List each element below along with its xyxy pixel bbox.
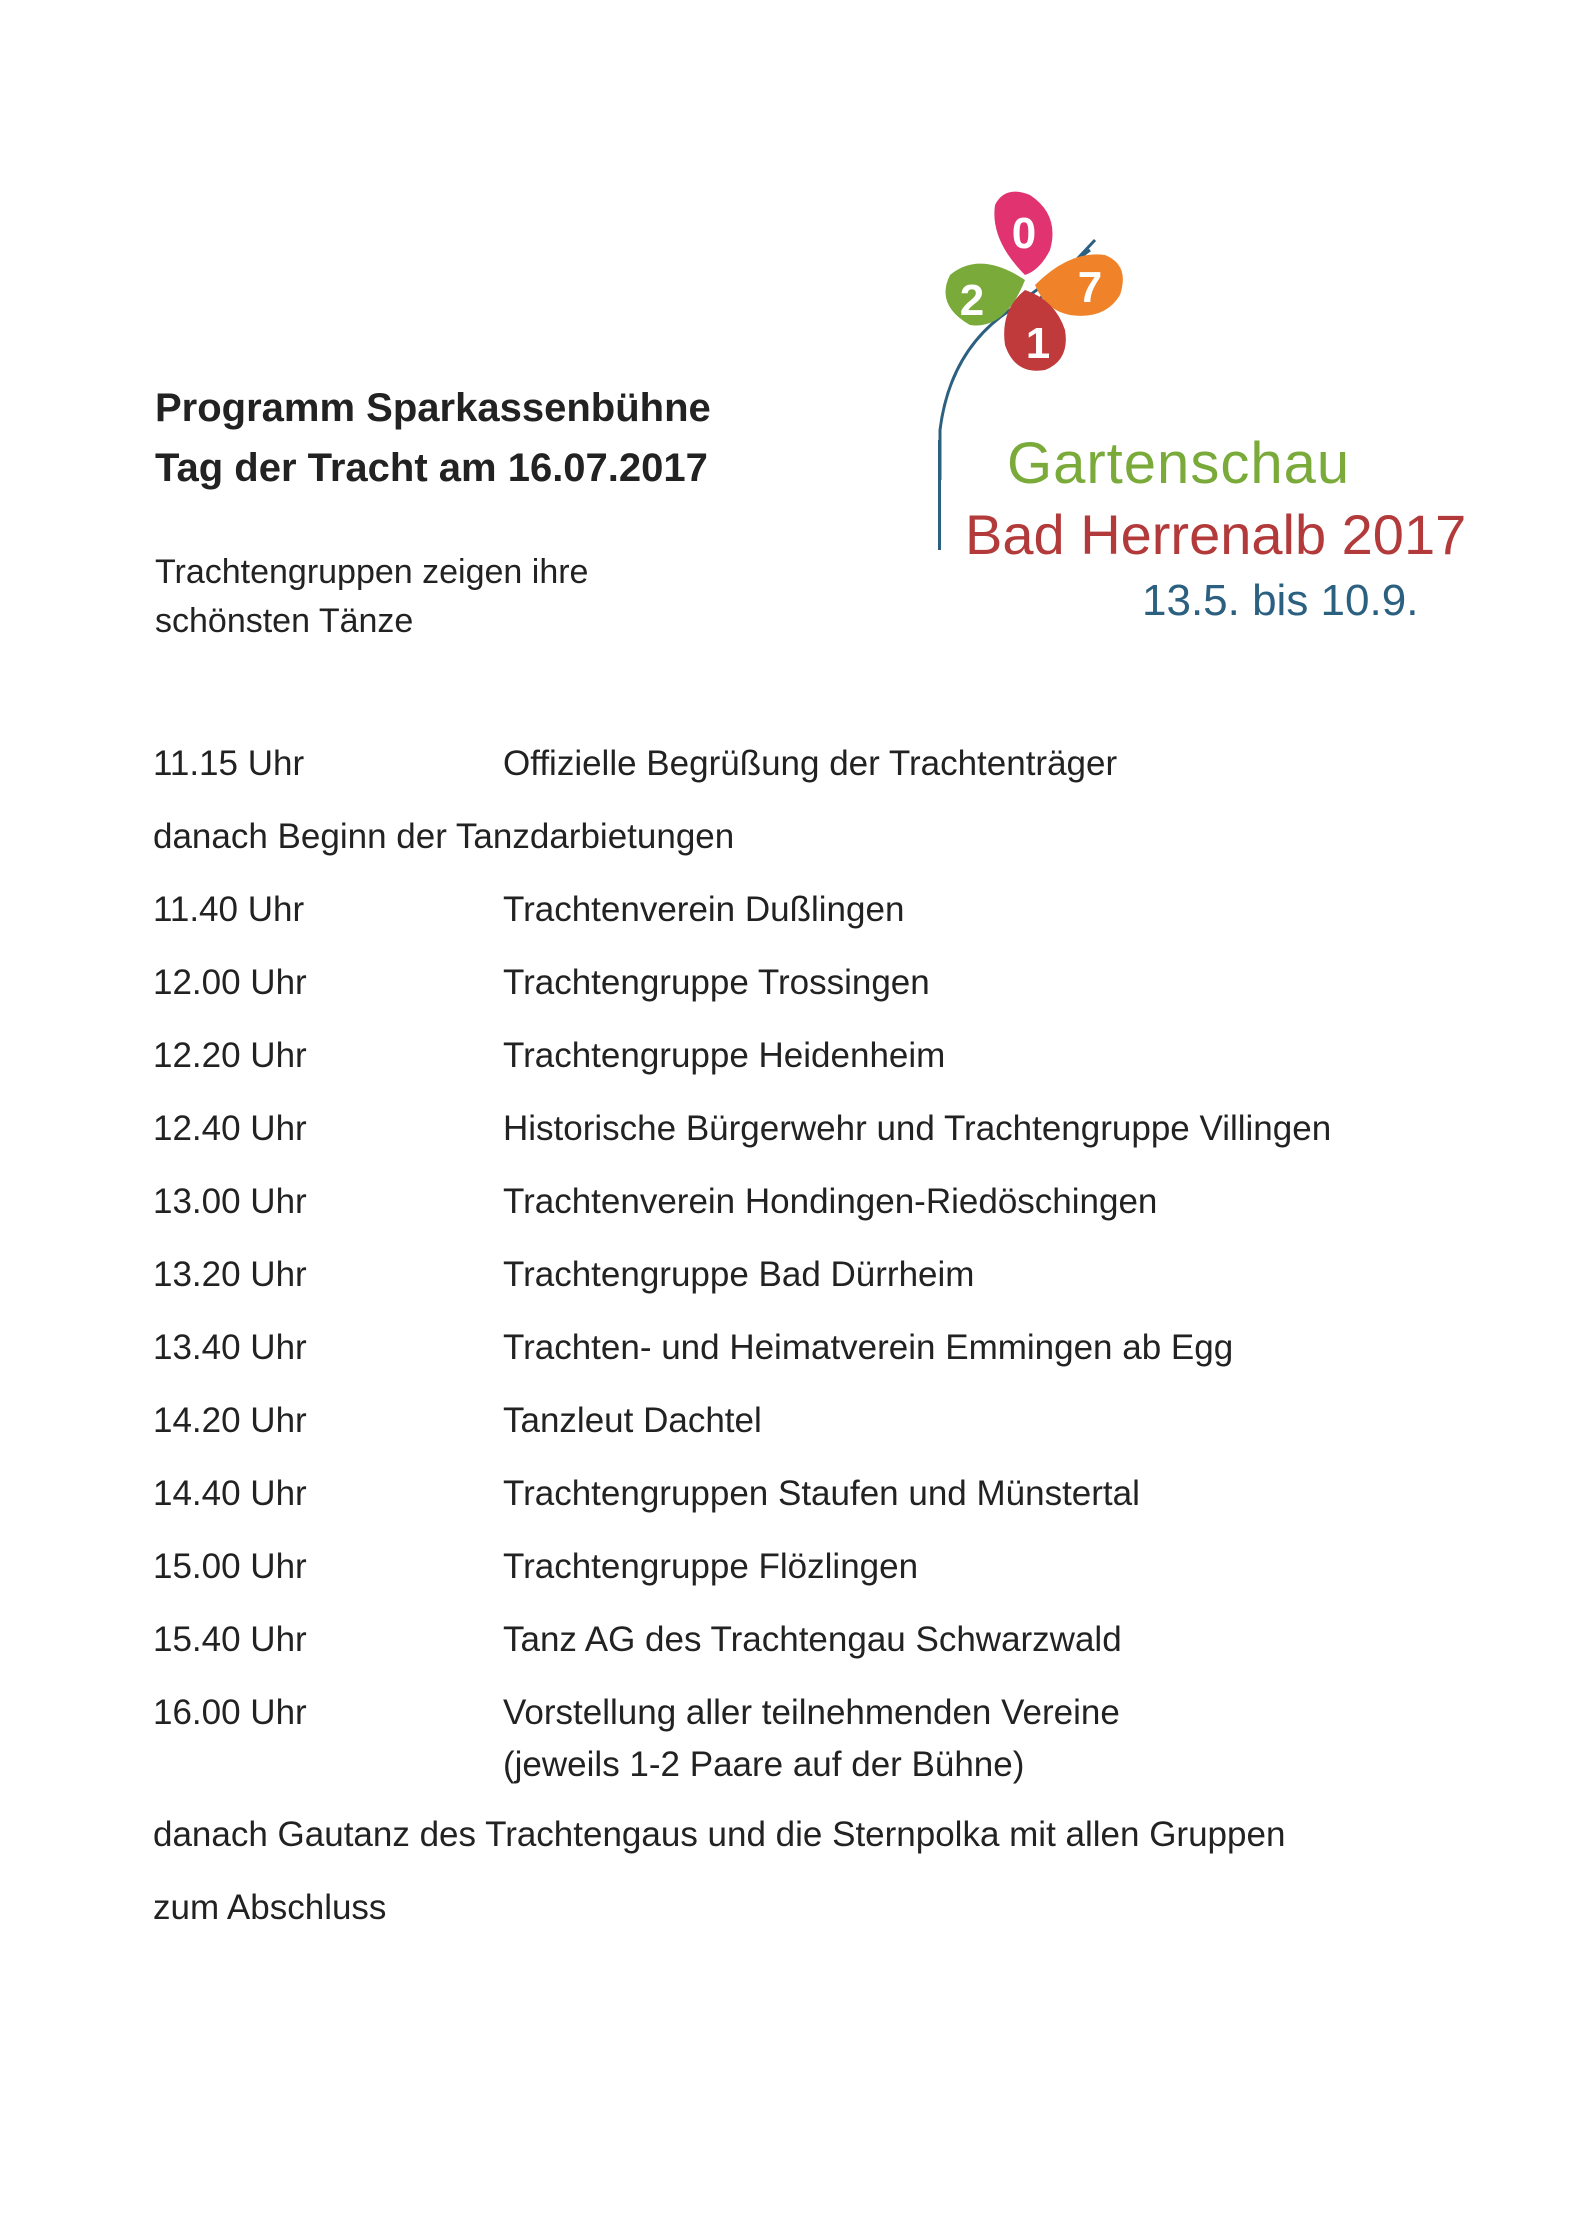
schedule-act: Trachtenverein Hondingen-Riedöschingen	[503, 1182, 1158, 1221]
schedule-time: 12.20 Uhr	[153, 1036, 307, 1075]
logo-town: Bad Herrenalb 2017	[965, 503, 1467, 566]
logo-stem-lower	[938, 440, 941, 550]
schedule-act: Tanz AG des Trachtengau Schwarzwald	[503, 1620, 1122, 1659]
logo-dates: 13.5. bis 10.9.	[1142, 576, 1419, 625]
schedule-row	[150, 957, 1450, 1030]
schedule-time: 14.40 Uhr	[153, 1474, 307, 1513]
logo-title: Gartenschau	[1007, 431, 1351, 496]
schedule-row	[150, 1249, 1450, 1322]
schedule-act: Trachtengruppe Flözlingen	[503, 1547, 919, 1586]
schedule-time: 15.00 Uhr	[153, 1547, 307, 1586]
schedule-note	[150, 1809, 1450, 1882]
schedule-act: Offizielle Begrüßung der Trachtenträger	[503, 744, 1118, 783]
heading-line-2: Tag der Tracht am 16.07.2017	[155, 446, 708, 490]
schedule-act: Trachtengruppe Bad Dürrheim	[503, 1255, 975, 1294]
logo-digit-0: 0	[1011, 209, 1037, 258]
schedule-row	[150, 1176, 1450, 1249]
schedule-note-text: zum Abschluss	[153, 1888, 387, 1927]
schedule-row	[150, 1395, 1450, 1468]
schedule-act: Historische Bürgerwehr und Trachtengruppe Villingen	[503, 1109, 1332, 1148]
schedule-time: 14.20 Uhr	[153, 1401, 307, 1440]
schedule-act-line-1: Vorstellung aller teilnehmenden Vereine	[503, 1693, 1120, 1732]
program-heading	[155, 378, 711, 498]
schedule-time: 11.15 Uhr	[153, 744, 305, 783]
schedule-row	[150, 1468, 1450, 1541]
schedule-row	[150, 738, 1450, 811]
schedule-time: 15.40 Uhr	[153, 1620, 307, 1659]
schedule-row	[150, 1322, 1450, 1395]
schedule-time: 12.40 Uhr	[153, 1109, 307, 1148]
subheading-line-2: schönsten Tänze	[155, 602, 414, 640]
schedule-time: 13.40 Uhr	[153, 1328, 307, 1367]
schedule-note-text: danach Gautanz des Trachtengaus und die Sternpolka mit allen Gruppen	[153, 1815, 1286, 1854]
schedule-time: 11.40 Uhr	[153, 890, 305, 929]
schedule-act	[503, 1687, 1120, 1791]
schedule-note-text: danach Beginn der Tanzdarbietungen	[153, 817, 735, 856]
schedule-act: Trachten- und Heimatverein Emmingen ab Egg	[503, 1328, 1234, 1367]
schedule-row	[150, 1541, 1450, 1614]
schedule-act: Trachtengruppe Heidenheim	[503, 1036, 946, 1075]
schedule-row	[150, 1687, 1450, 1809]
schedule-time: 16.00 Uhr	[153, 1693, 307, 1732]
schedule-time: 13.20 Uhr	[153, 1255, 307, 1294]
schedule-row	[150, 1614, 1450, 1687]
schedule-act: Trachtenverein Dußlingen	[503, 890, 905, 929]
logo-digit-7: 7	[1077, 263, 1103, 312]
schedule-note	[150, 811, 1450, 884]
schedule-time: 13.00 Uhr	[153, 1182, 307, 1221]
schedule-time: 12.00 Uhr	[153, 963, 307, 1002]
subheading-line-1: Trachtengruppen zeigen ihre	[155, 553, 589, 591]
schedule-row	[150, 884, 1450, 957]
schedule-act: Trachtengruppe Trossingen	[503, 963, 930, 1002]
logo-digit-1: 1	[1025, 319, 1051, 368]
logo-digit-2: 2	[959, 276, 985, 325]
schedule-row	[150, 1030, 1450, 1103]
schedule-note	[150, 1882, 1450, 1955]
schedule-act-line-2: (jeweils 1-2 Paare auf der Bühne)	[503, 1745, 1025, 1784]
program-subheading	[155, 548, 588, 646]
schedule-act: Tanzleut Dachtel	[503, 1401, 762, 1440]
gartenschau-logo	[920, 180, 1467, 625]
schedule-row	[150, 1103, 1450, 1176]
heading-line-1: Programm Sparkassenbühne	[155, 386, 711, 430]
schedule-act: Trachtengruppen Staufen und Münstertal	[503, 1474, 1140, 1513]
schedule-list	[150, 738, 1450, 1955]
